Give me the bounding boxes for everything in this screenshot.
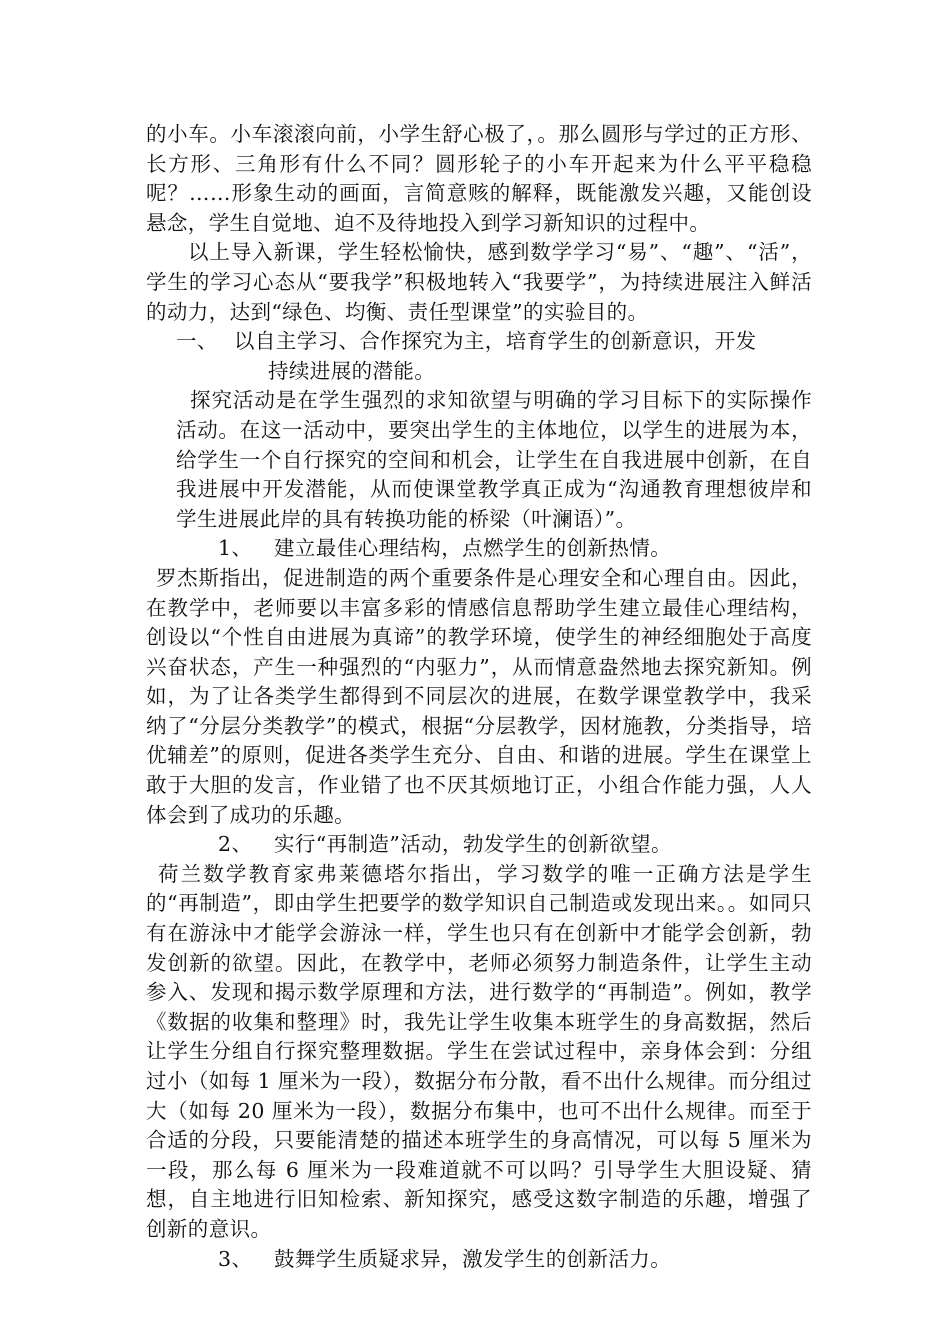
paragraph-freudenthal: 荷兰数学教育家弗莱德塔尔指出，学习数学的唯一正确方法是学生的“再制造”，即由学生把要学的数学知识自己制造或发现出来。。如同只有在游泳中才能学会游泳一样，学生也只有在创新中才能学会创新，勃发创新的欲望。因此，在教学中，老师必须努力制造条件，让学生主动参入、发现和揭示数学原理和方法，进行数学的“再制造”。例如，教学《数据的收集和整理》时，我先让学生收集本班学生的身高数据，然后让学生分组自行探究整理数据。学生在尝试过程中，亲身体会到：分组过小（如每 1 厘米为一段），数据分布分散，看不出什么规律。而分组过大（如每 20 厘米为一段），数据分布集中，也可不出什么规律。而至于合适的分段，只要能清楚的描述本班学生的身高情况，可以每 5 厘米为一段，那么每 6 厘米为一段难道就不可以吗？引导学生大胆设疑、猜想，自主地进行旧知检索、新知探究，感受这数字制造的乐趣，增强了创新的意识。	[146, 861, 812, 1241]
subheading-2	[146, 830, 812, 860]
subheading-3	[146, 1245, 812, 1275]
subheading-title: 实行“再制造”活动，勃发学生的创新欲望。	[274, 832, 672, 857]
paragraph-inquiry: 探究活动是在学生强烈的求知欲望与明确的学习目标下的实际操作活动。在这一活动中，要突出学生的主体地位，以学生的进展为本，给学生一个自行探究的空间和机会，让学生在自我进展中创新，在自我进展中开发潜能，从而使课堂教学真正成为“沟通教育理想彼岸和学生进展此岸的具有转换功能的桥梁（叶澜语）”。	[176, 388, 812, 531]
paragraph-rogers: 罗杰斯指出，促进制造的两个重要条件是心理安全和心理自由。因此，在教学中，老师要以丰富多彩的情感信息帮助学生建立最佳心理结构，创设以“个性自由进展为真谛”的教学环境，使学生的神经细胞处于高度兴奋状态，产生一种强烈的“内驱力”，从而情意盎然地去探究新知。例如，为了让各类学生都得到不同层次的进展，在数学课堂教学中，我采纳了“分层分类教学”的模式，根据“分层教学，因材施教，分类指导，培优辅差”的原则，促进各类学生充分、自由、和谐的进展。学生在课堂上敢于大胆的发言，作业错了也不厌其烦地订正，小组合作能力强，人人体会到了成功的乐趣。	[146, 565, 812, 827]
paragraph-summary: 以上导入新课，学生轻松愉快，感到数学学习“易”、“趣”、“活”，学生的学习心态从“要我学”积极地转入“我要学”，为持续进展注入鲜活的动力，达到“绿色、均衡、责任型课堂”的实验目的。	[146, 240, 812, 324]
section-title-line1: 以自主学习、合作探究为主，培育学生的创新意识，开发	[234, 329, 757, 354]
subheading-1	[146, 534, 812, 564]
subheading-number: 1、	[218, 536, 253, 561]
paragraph-intro-continued: 的小车。小车滚滚向前，小学生舒心极了，。那么圆形与学过的正方形、长方形、三角形有什么不同？圆形轮子的小车开起来为什么平平稳稳呢？……形象生动的画面，言简意赅的解释，既能激发兴趣，又能创设悬念，学生自觉地、迫不及待地投入到学习新知识的过程中。	[146, 122, 812, 235]
subheading-number: 2、	[218, 832, 253, 857]
subheading-number: 3、	[218, 1246, 253, 1271]
subheading-title: 鼓舞学生质疑求异，激发学生的创新活力。	[274, 1246, 672, 1271]
subheading-title: 建立最佳心理结构，点燃学生的创新热情。	[274, 536, 672, 561]
section-title-line2: 持续进展的潜能。	[268, 358, 436, 383]
document-body	[146, 120, 812, 1274]
section-heading-1	[146, 327, 812, 386]
section-number: 一、	[176, 329, 218, 354]
